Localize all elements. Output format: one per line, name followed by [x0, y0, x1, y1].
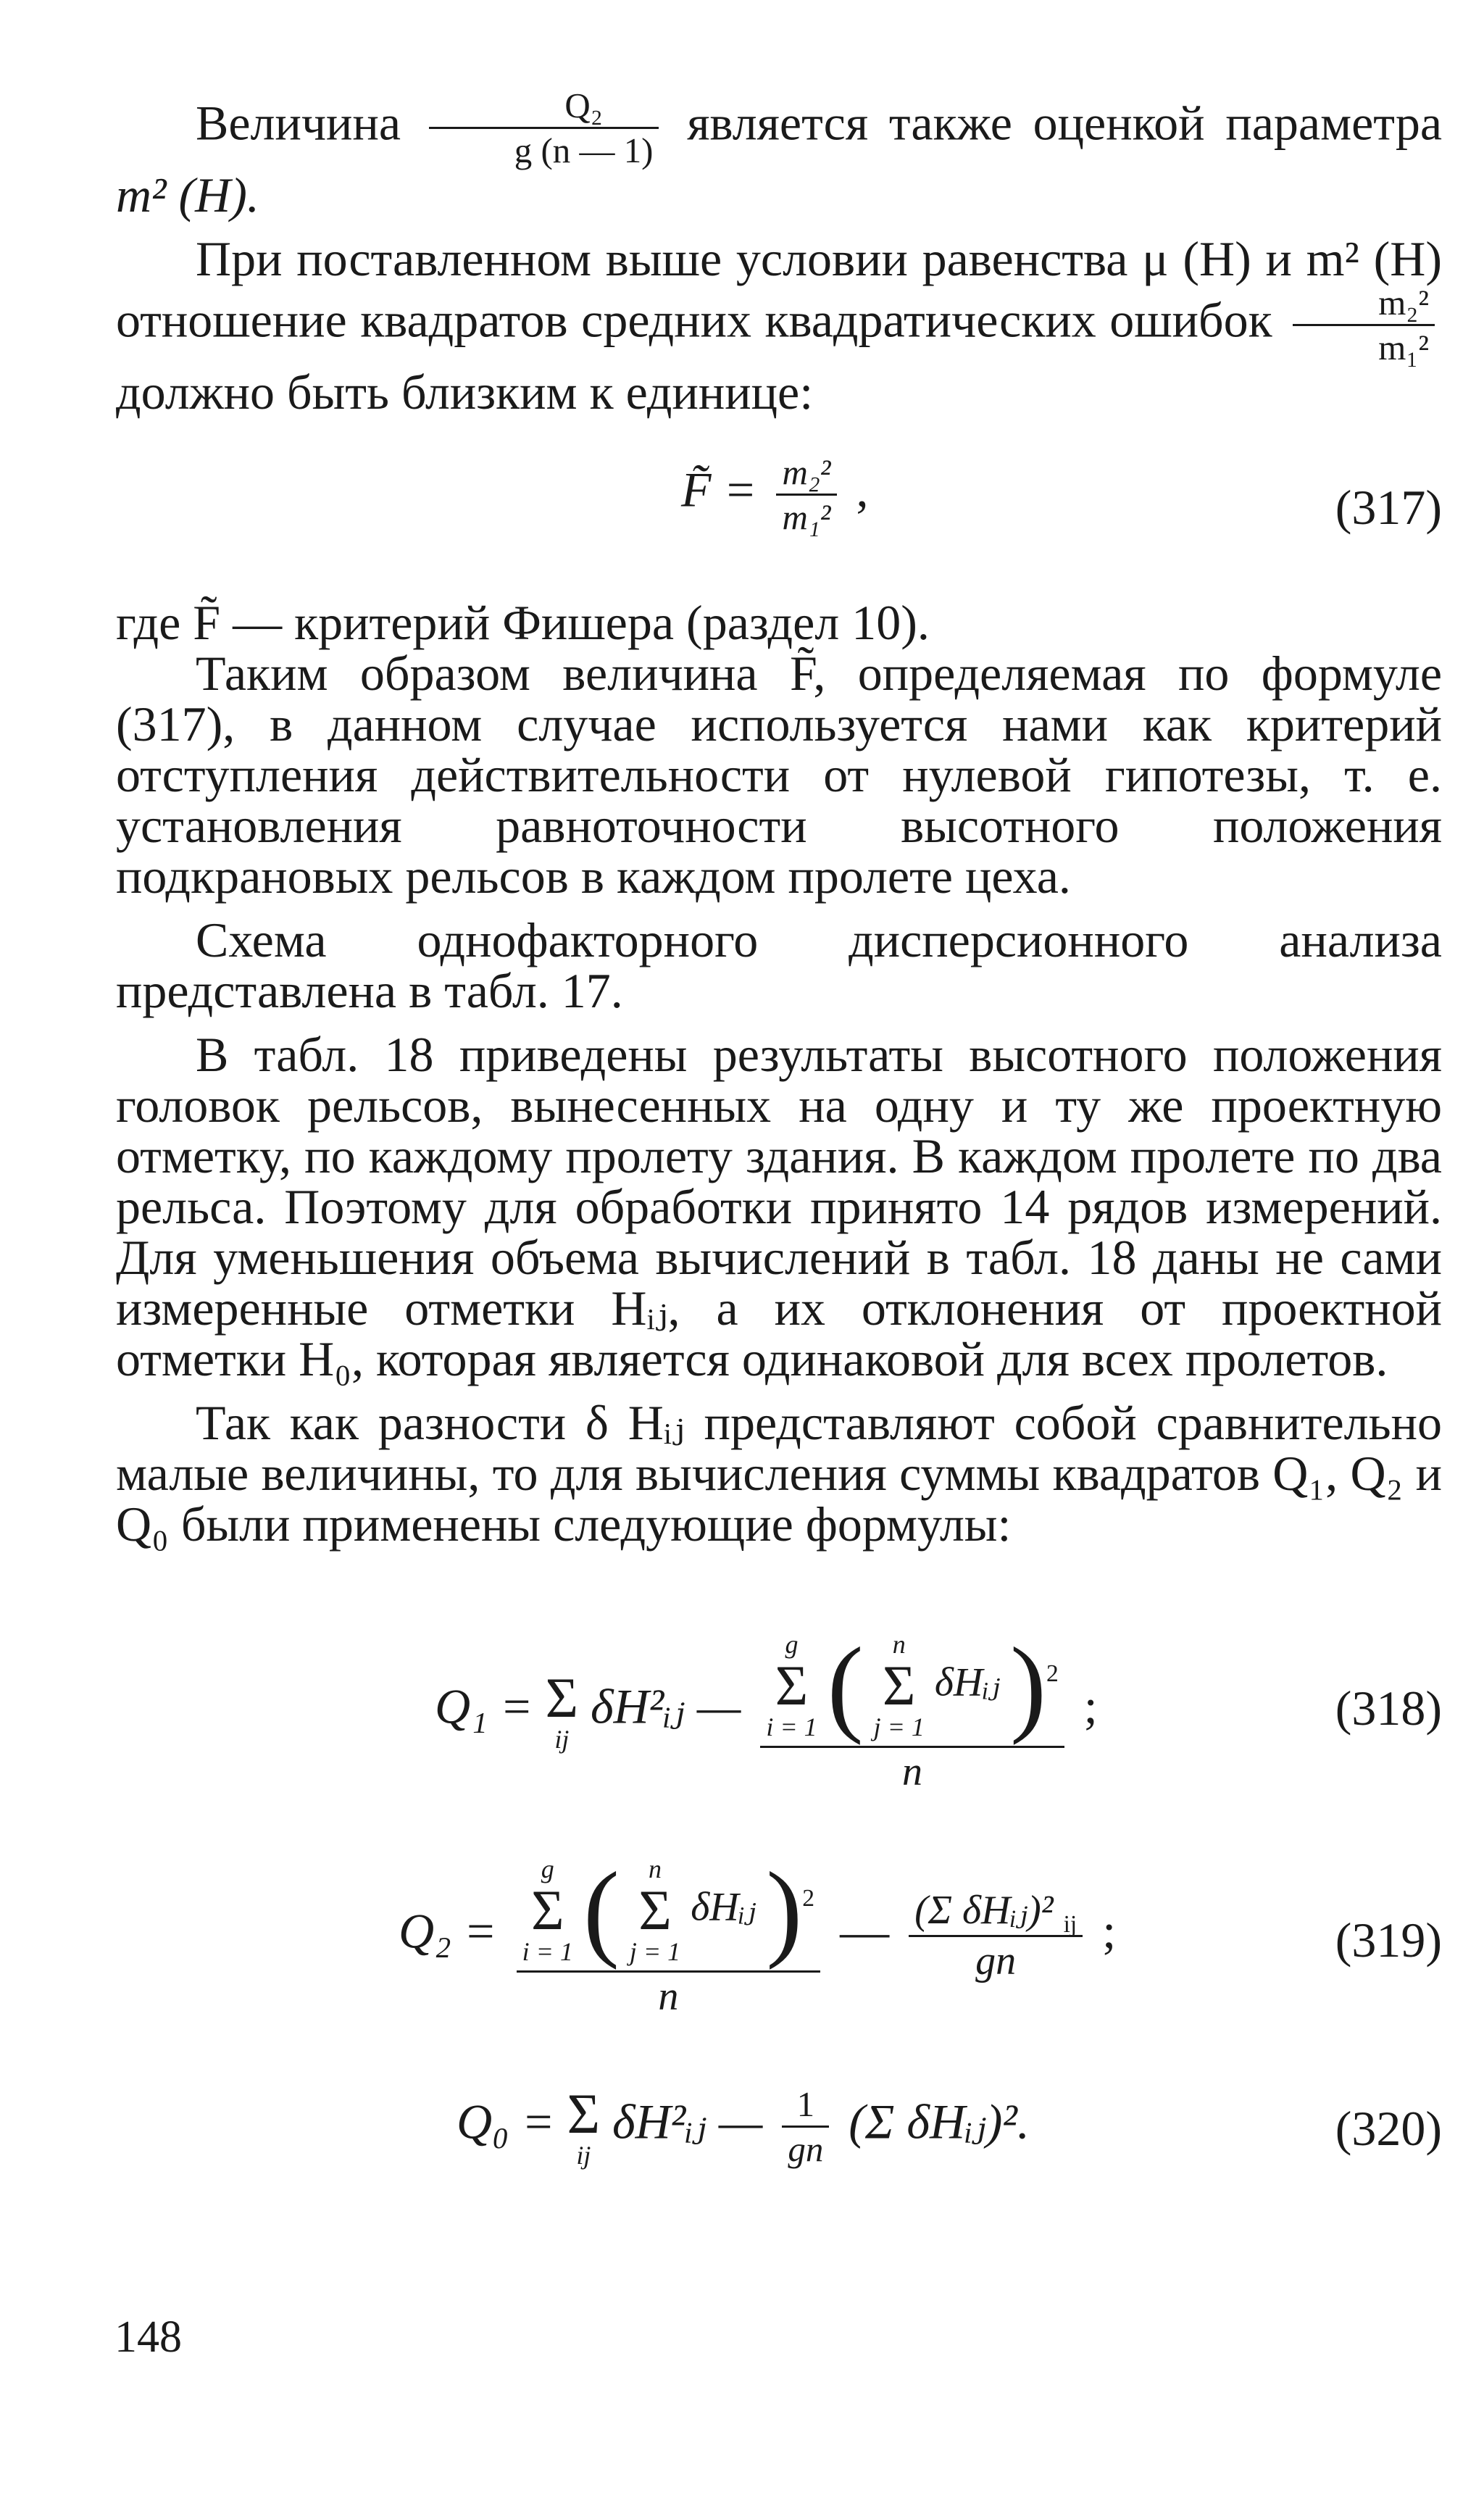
eq319-inner-upper: n: [649, 1854, 662, 1884]
eq318-formula: [435, 1625, 1098, 1795]
eq319-den-2: gn: [975, 1938, 1017, 1983]
eq317-den: m₁²: [782, 496, 831, 537]
eq320-sum-ij-lower: ij: [576, 2140, 591, 2170]
para2-fraction: [1293, 284, 1435, 367]
eq319-left-paren: (: [583, 1849, 620, 1970]
para2-line-2: отношение квадратов средних квадратических ошибок: [116, 292, 1272, 348]
eq320-fraction: [782, 2083, 829, 2170]
eq320-term: δH²ᵢⱼ —: [612, 2094, 763, 2149]
eq318-power: 2: [1046, 1660, 1059, 1687]
eq317-formula: [681, 451, 869, 537]
eq319-inner-sigma: Σ: [638, 1878, 672, 1942]
eq320-formula: [457, 2081, 1030, 2170]
eq318-inner-sigma: Σ: [883, 1654, 916, 1718]
eq318-inner-term: δHᵢⱼ: [934, 1660, 1001, 1705]
eq320-tail-term: (Σ δHᵢⱼ)².: [849, 2094, 1030, 2149]
para1-fraction-den: g (n — 1): [514, 130, 654, 171]
eq320-fraction-num: 1: [782, 2086, 829, 2128]
para2-line-3: должно быть близким к единице:: [116, 364, 814, 420]
eq319-formula: [399, 1849, 1117, 2020]
eq319-outer-lower: i = 1: [522, 1937, 573, 1967]
equation-317: [116, 439, 1442, 584]
eq319-inner-term: δHᵢⱼ: [691, 1884, 756, 1930]
eq318-lhs: Q₁ =: [435, 1678, 533, 1733]
eq318-outer-upper: g: [785, 1630, 799, 1660]
eq317-num: m₂²: [776, 454, 836, 496]
eq319-label: (319): [1335, 1912, 1442, 1968]
eq319-fraction-2-num: [909, 1889, 1083, 1937]
paragraph-2: [116, 230, 1442, 420]
eq318-tail: ;: [1083, 1678, 1098, 1733]
eq319-outer-sum: [522, 1856, 573, 1965]
para1-text-a: Величина: [196, 95, 401, 151]
eq317-label: (317): [1335, 479, 1442, 535]
para2-fraction-den: m₁²: [1378, 328, 1430, 368]
para1-fraction: [429, 87, 659, 170]
eq319-outer-sigma: Σ: [531, 1878, 564, 1942]
eq319-num-2-lower: ij: [1063, 1911, 1077, 1939]
eq317-lhs: F̃ =: [681, 462, 757, 517]
eq320-fraction-den: gn: [788, 2129, 824, 2170]
eq319-lhs: Q₂ =: [399, 1902, 497, 1958]
equation-318: [116, 1578, 1442, 1796]
equation-320: [116, 2071, 1442, 2216]
page-number: 148: [114, 2312, 182, 2362]
paragraph-3: где F̃ — критерий Фишера (раздел 10).: [116, 594, 930, 650]
eq318-outer-lower: i = 1: [766, 1712, 817, 1742]
paragraph-7: Так как разности δ Hᵢⱼ представляют собой сравнительно малые величины, то для вычисления суммы квадратов Q₁, Q₂ и Q₀ были применены следующие формулы:: [116, 1394, 1442, 1552]
eq318-term: δH²ᵢⱼ —: [591, 1678, 741, 1733]
eq319-fraction-2: [909, 1889, 1083, 1983]
eq320-label: (320): [1335, 2100, 1442, 2156]
eq320-sum-ij-sigma: Σ: [567, 2081, 601, 2145]
equation-319: [116, 1825, 1442, 2049]
eq317-tail: ,: [856, 462, 869, 517]
eq319-fraction-1: [517, 1849, 820, 2020]
eq320-sum-ij: [567, 2081, 601, 2170]
eq319-tail: ;: [1102, 1902, 1117, 1958]
paragraph-5: Схема однофакторного дисперсионного анализа представлена в табл. 17.: [116, 912, 1442, 1018]
eq318-label: (318): [1335, 1680, 1442, 1736]
eq318-sum-ij: [545, 1666, 579, 1754]
paragraph-4: Таким образом величина F̃, определяемая по формуле (317), в данном случае используется нами как критерий отступления действительности от нулевой гипотезы, т. е. установления равноточности высотного положения подкрановых рельсов в каждом пролете цеха.: [116, 645, 1442, 904]
eq319-minus: —: [840, 1902, 890, 1958]
eq319-num-2: (Σ δHᵢⱼ)²: [914, 1887, 1054, 1933]
para2-fraction-num: m₂²: [1293, 284, 1435, 326]
eq318-inner-upper: n: [892, 1630, 906, 1660]
eq318-right-paren: ): [1010, 1625, 1046, 1746]
eq318-fraction-num: [760, 1625, 1064, 1749]
para1-fraction-num: Q₂: [429, 87, 659, 129]
paragraph-6: В табл. 18 приведены результаты высотного положения головок рельсов, вынесенных на одну и ту же проектную отметку, по каждому пролету здания. В каждом пролете по два рельса. Поэтому для обработки принято 14 рядов измерений. Для уменьшения объема вычислений в табл. 18 даны не сами измеренные отметки Hᵢⱼ, а их отклонения от проектной отметки H₀, которая является одинаковой для всех пролетов.: [116, 1026, 1442, 1386]
para1-text-c: m² (H).: [116, 167, 259, 222]
eq319-inner-sum: [630, 1856, 680, 1965]
eq320-lhs: Q₀ =: [457, 2094, 555, 2149]
eq319-power: 2: [802, 1884, 815, 1912]
page-body: [116, 87, 1442, 2216]
eq318-inner-sum: [874, 1631, 925, 1740]
eq317-fraction: [776, 451, 836, 537]
eq318-fraction: [760, 1625, 1064, 1795]
para2-line-1: При поставленном выше условии равенства μ (H) и m² (H): [196, 230, 1442, 286]
eq318-sum-ij-sigma: Σ: [545, 1666, 579, 1730]
eq318-left-paren: (: [827, 1625, 864, 1746]
eq318-den: n: [902, 1749, 923, 1795]
eq318-inner-lower: j = 1: [873, 1712, 925, 1742]
eq318-sum-ij-lower: ij: [554, 1725, 570, 1754]
paragraph-1: [116, 87, 1442, 220]
eq319-fraction-1-num: [517, 1849, 820, 1973]
eq319-outer-upper: g: [541, 1854, 554, 1884]
eq319-den-1: n: [658, 1974, 679, 2020]
eq318-outer-sum: [766, 1631, 817, 1740]
eq318-outer-sigma: Σ: [775, 1654, 809, 1718]
para1-text-b: является также оценкой параметра: [687, 95, 1443, 151]
eq319-right-paren: ): [766, 1849, 803, 1970]
eq319-inner-lower: j = 1: [629, 1937, 681, 1967]
